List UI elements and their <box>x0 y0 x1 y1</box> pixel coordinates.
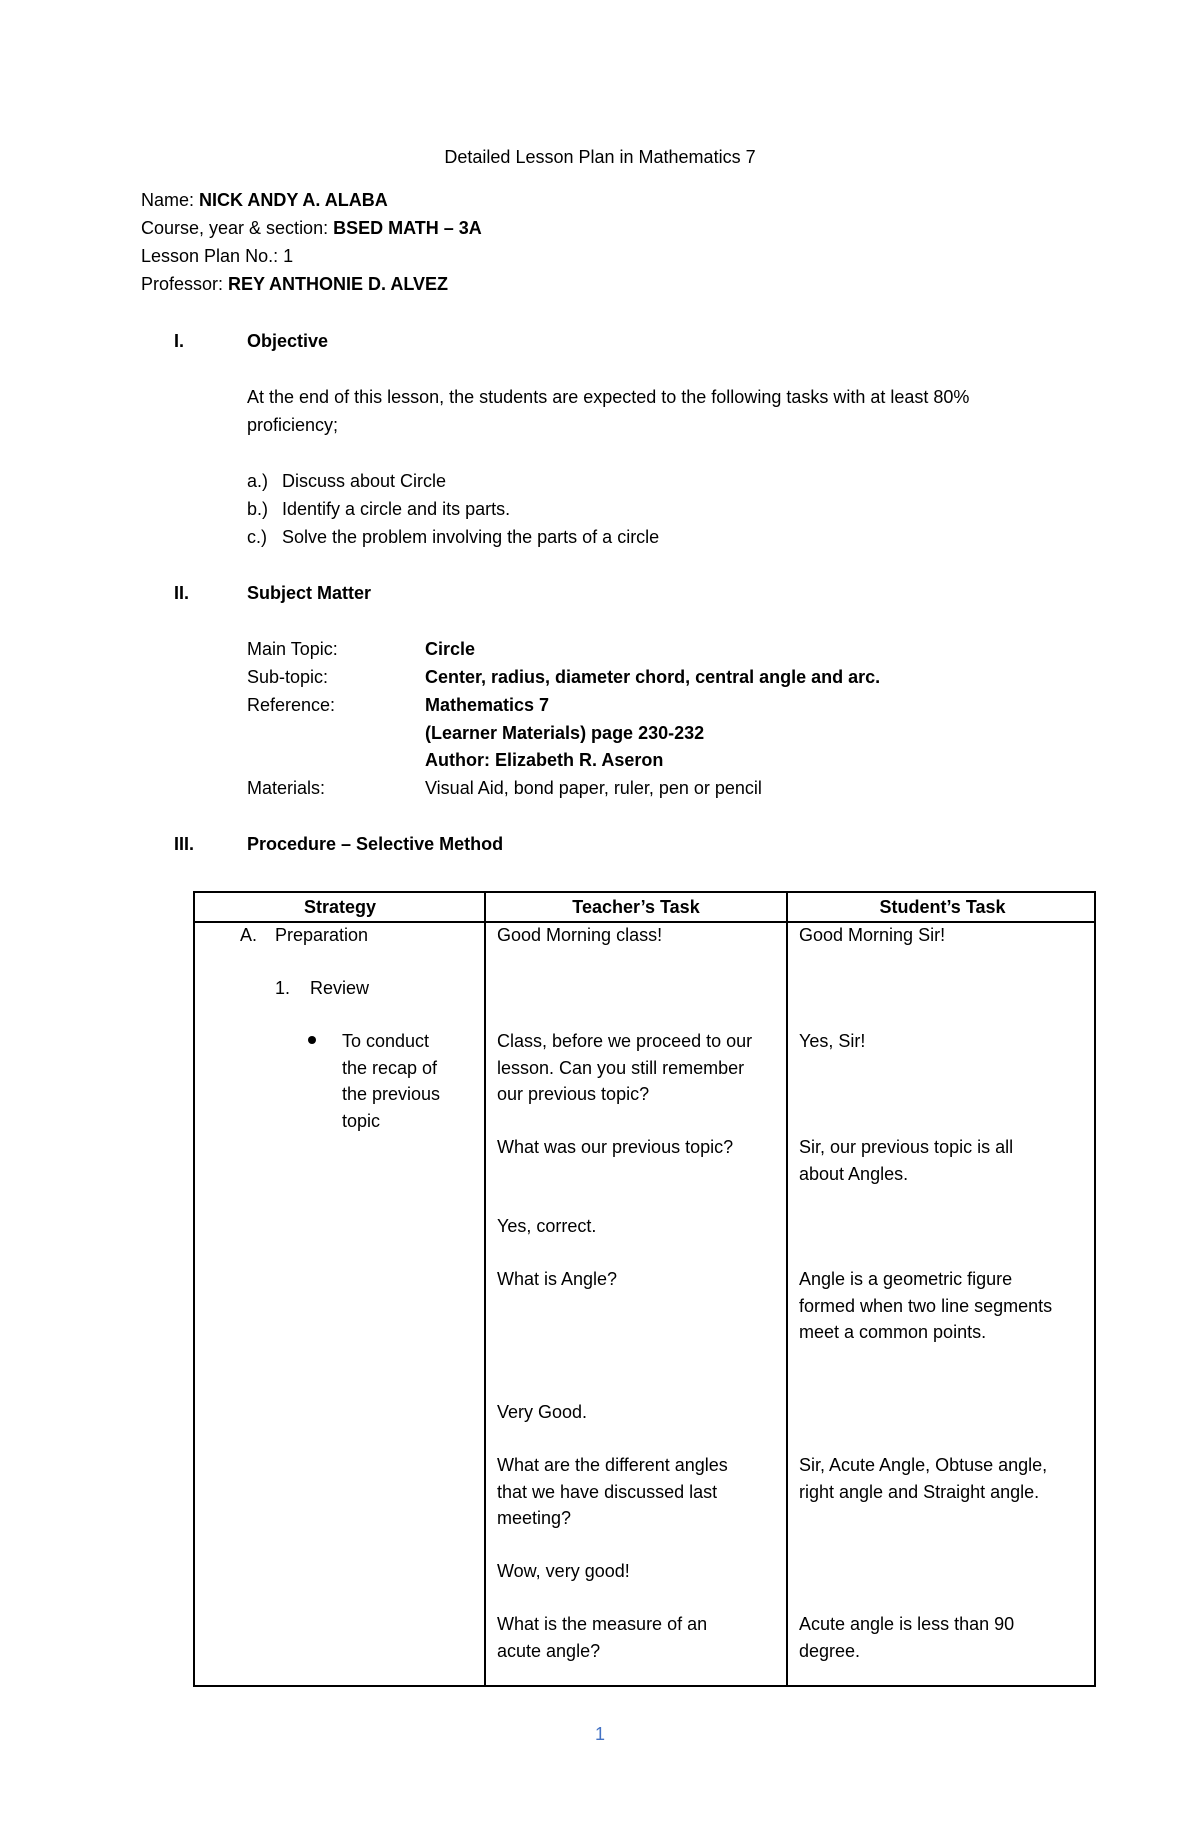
objective-item-marker: b.) <box>247 499 269 519</box>
table-header-student-task: Student’s Task <box>879 897 1006 917</box>
student-answer <box>799 1452 1094 1505</box>
table-column-divider <box>484 893 486 1685</box>
teacher-response: Yes, correct. <box>497 1216 597 1236</box>
meta-professor <box>141 270 448 298</box>
objective-item-marker: c.) <box>247 527 267 547</box>
teacher-response: Wow, very good! <box>497 1561 630 1581</box>
meta-name-value: NICK ANDY A. ALABA <box>199 190 388 210</box>
reference-line: Author: Elizabeth R. Aseron <box>425 750 664 770</box>
table-header-teacher-task: Teacher’s Task <box>572 897 700 917</box>
objective-item-marker: a.) <box>247 471 269 491</box>
section-heading-subject-matter: Subject Matter <box>247 583 372 603</box>
section-number-objective: I. <box>174 331 185 351</box>
student-line: Angle is a geometric figure <box>799 1269 1013 1289</box>
student-line: about Angles. <box>799 1163 909 1184</box>
meta-professor-label: Professor: <box>141 274 229 294</box>
strategy-bullet-text <box>342 1028 482 1134</box>
teacher-line: What are the different angles <box>497 1455 728 1475</box>
student-line: Sir, Acute Angle, Obtuse angle, <box>799 1455 1048 1475</box>
strategy-bullet-line: the recap of <box>342 1057 438 1078</box>
sub-topic-label: Sub-topic: <box>247 667 329 687</box>
section-number-subject-matter: II. <box>174 583 190 603</box>
student-answer <box>799 1134 1094 1187</box>
teacher-question: What was our previous topic? <box>497 1137 734 1157</box>
main-topic-label: Main Topic: <box>247 639 338 659</box>
objective-intro-line-1: At the end of this lesson, the students are expected to the following tasks with at least 80% <box>247 387 970 407</box>
student-line: meet a common points. <box>799 1322 987 1342</box>
teacher-question <box>497 1028 782 1108</box>
document-title: Detailed Lesson Plan in Mathematics 7 <box>444 147 756 167</box>
objective-item: Discuss about Circle <box>282 471 447 491</box>
teacher-question: What is Angle? <box>497 1269 618 1289</box>
student-line: Acute angle is less than 90 <box>799 1614 1015 1634</box>
student-line: formed when two line segments <box>799 1295 1053 1316</box>
main-topic-value: Circle <box>425 639 476 659</box>
teacher-line: acute angle? <box>497 1640 601 1661</box>
teacher-line: our previous topic? <box>497 1084 650 1104</box>
reference-line: Mathematics 7 <box>425 695 550 715</box>
student-greeting: Good Morning Sir! <box>799 925 946 945</box>
strategy-phase-marker: A. <box>240 925 258 945</box>
meta-name <box>141 186 388 214</box>
meta-course-label: Course, year & section: <box>141 218 334 238</box>
section-heading-procedure: Procedure – Selective Method <box>247 834 504 854</box>
meta-name-label: Name: <box>141 190 200 210</box>
strategy-bullet-line: To conduct <box>342 1031 430 1051</box>
page-number: 1 <box>594 1724 605 1744</box>
meta-lesson-no <box>141 242 293 270</box>
meta-lesson-no-value: 1 <box>283 246 294 266</box>
meta-professor-value: REY ANTHONIE D. ALVEZ <box>228 274 449 294</box>
student-line: degree. <box>799 1640 861 1661</box>
objective-item: Solve the problem involving the parts of a circle <box>282 527 660 547</box>
teacher-response: Very Good. <box>497 1402 588 1422</box>
materials-label: Materials: <box>247 778 326 798</box>
meta-course <box>141 214 482 242</box>
strategy-bullet-line: the previous <box>342 1084 441 1104</box>
teacher-line: lesson. Can you still remember <box>497 1057 745 1078</box>
sub-topic-value: Center, radius, diameter chord, central angle and arc. <box>425 667 881 687</box>
teacher-greeting: Good Morning class! <box>497 925 663 945</box>
student-answer <box>799 1611 1094 1664</box>
table-header-strategy: Strategy <box>303 897 377 917</box>
teacher-question <box>497 1611 782 1664</box>
table-column-divider <box>786 893 788 1685</box>
teacher-line: that we have discussed last <box>497 1481 718 1502</box>
materials-value: Visual Aid, bond paper, ruler, pen or pencil <box>425 778 762 798</box>
teacher-question <box>497 1452 782 1532</box>
section-number-procedure: III. <box>174 834 195 854</box>
meta-course-value: BSED MATH – 3A <box>333 218 482 238</box>
student-line: Sir, our previous topic is all <box>799 1137 1014 1157</box>
procedure-table <box>193 891 1096 1687</box>
teacher-line: What is the measure of an <box>497 1614 708 1634</box>
strategy-bullet-line: topic <box>342 1110 381 1131</box>
meta-lesson-no-label: Lesson Plan No.: <box>141 246 284 266</box>
reference-line: (Learner Materials) page 230-232 <box>425 723 705 743</box>
objective-intro-line-2: proficiency; <box>247 415 339 435</box>
student-answer <box>799 1266 1094 1346</box>
student-line: right angle and Straight angle. <box>799 1481 1040 1502</box>
section-heading-objective: Objective <box>247 331 329 351</box>
teacher-line: meeting? <box>497 1508 572 1528</box>
objective-item: Identify a circle and its parts. <box>282 499 511 519</box>
teacher-line: Class, before we proceed to our <box>497 1031 753 1051</box>
student-answer: Yes, Sir! <box>799 1031 866 1051</box>
strategy-step: Review <box>310 978 370 998</box>
strategy-step-marker: 1. <box>275 978 291 998</box>
strategy-phase: Preparation <box>275 925 369 945</box>
reference-label: Reference: <box>247 695 336 715</box>
bullet-icon <box>308 1036 316 1044</box>
